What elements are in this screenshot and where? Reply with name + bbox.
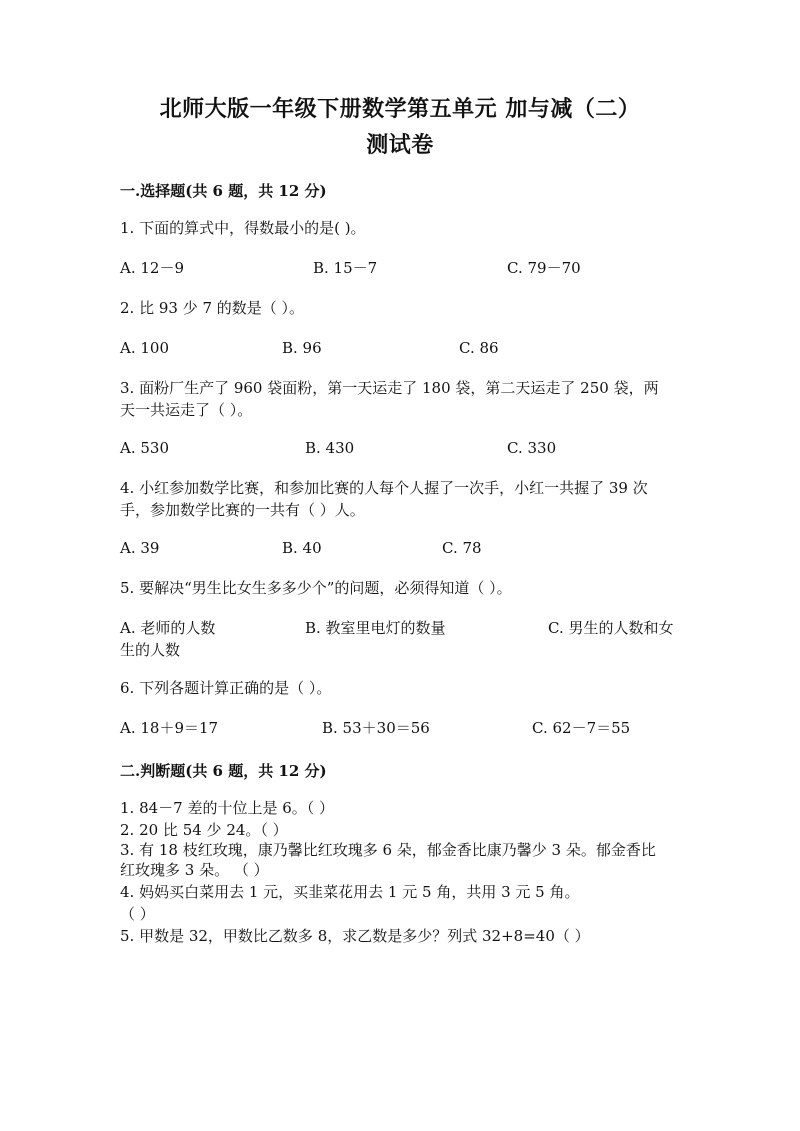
question-stem-line1: 3. 面粉厂生产了 960 袋面粉，第一天运走了 180 袋，第二天运走了 250 袋，两 xyxy=(120,379,659,397)
option-b: B. 教室里电灯的数量 xyxy=(305,619,446,637)
option-a: A. 530 xyxy=(120,439,169,457)
judge-item: 4. 妈妈买白菜用去 1 元，买韭菜花用去 1 元 5 角，共用 3 元 5 角。 xyxy=(120,883,580,901)
question-stem: 2. 比 93 少 7 的数是（ ）。 xyxy=(120,299,305,317)
option-b: B. 53＋30＝56 xyxy=(322,719,430,737)
option-c: C. 男生的人数和女 xyxy=(548,619,674,637)
question-stem-line2: 手，参加数学比赛的一共有（ ）人。 xyxy=(120,501,365,519)
question-stem-line1: 4. 小红参加数学比赛，和参加比赛的人每个人握了一次手，小红一共握了 39 次 xyxy=(120,479,648,497)
question-stem: 1. 下面的算式中，得数最小的是( )。 xyxy=(120,219,366,237)
question-stem-line2: 天一共运走了（ ）。 xyxy=(120,401,253,419)
option-a: A. 老师的人数 xyxy=(120,619,216,637)
option-a: A. 100 xyxy=(120,339,169,357)
judge-item: 3. 有 18 枝红玫瑰，康乃馨比红玫瑰多 6 朵，郁金香比康乃馨少 3 朵。郁金香比 xyxy=(120,841,656,859)
option-a: A. 12－9 xyxy=(120,259,184,277)
option-b: B. 96 xyxy=(282,339,322,357)
page-title: 北师大版一年级下册数学第五单元 加与减（二） xyxy=(159,96,641,122)
section-heading-judge: 二.判断题(共 6 题，共 12 分) xyxy=(120,762,327,780)
judge-item: 2. 20 比 54 少 24。（ ） xyxy=(120,821,288,839)
page-subtitle: 测试卷 xyxy=(366,132,434,158)
section-heading-choice: 一.选择题(共 6 题，共 12 分) xyxy=(120,182,327,200)
judge-item-continued: （ ） xyxy=(120,905,155,923)
option-a: A. 39 xyxy=(120,539,160,557)
option-b: B. 430 xyxy=(305,439,355,457)
option-b: B. 40 xyxy=(282,539,322,557)
judge-item: 5. 甲数是 32，甲数比乙数多 8，求乙数是多少？列式 32+8=40（ ） xyxy=(120,927,590,945)
option-a: A. 18＋9＝17 xyxy=(120,719,219,737)
judge-item-continued: 红玫瑰多 3 朵。 （ ） xyxy=(120,861,269,879)
option-c-continued: 生的人数 xyxy=(120,641,181,659)
option-c: C. 86 xyxy=(459,339,499,357)
question-stem: 6. 下列各题计算正确的是（ ）。 xyxy=(120,679,332,697)
option-c: C. 62－7＝55 xyxy=(532,719,631,737)
option-b: B. 15－7 xyxy=(313,259,378,277)
question-stem: 5. 要解决“男生比女生多多少个”的问题，必须得知道（ ）。 xyxy=(120,579,512,597)
option-c: C. 78 xyxy=(442,539,482,557)
option-c: C. 79－70 xyxy=(507,259,581,277)
option-c: C. 330 xyxy=(507,439,557,457)
judge-item: 1. 84－7 差的十位上是 6。（ ） xyxy=(120,799,335,817)
